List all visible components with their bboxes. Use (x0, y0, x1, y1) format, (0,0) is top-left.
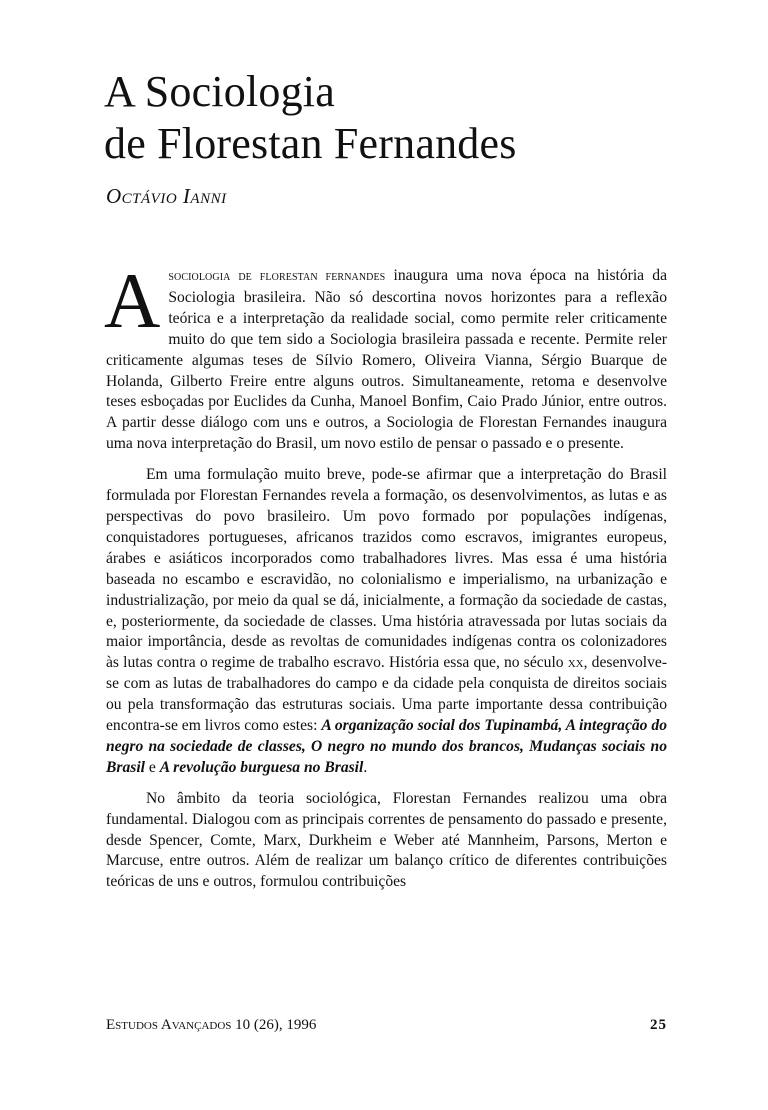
sentence-end: . (363, 758, 368, 776)
book-separator: , (520, 737, 530, 755)
book-separator: e (145, 758, 160, 776)
paragraph-3 (106, 789, 667, 894)
book-title: O negro no mundo dos brancos (311, 737, 521, 755)
paragraph-2 (106, 465, 667, 779)
journal-citation: Estudos Avançados 10 (26), 1996 (106, 1017, 317, 1033)
book-title: A integração do negro na sociedade de classes (106, 717, 667, 755)
book-title: A organização social dos Tupinambá (321, 717, 559, 735)
paragraph-2-text-b: , desenvolve-se com as lutas de trabalhadores do campo e da cidade pela conquista de direitos sociais ou pela transformação das estruturas sociais. Uma parte importante dessa contribuição encontra-se em livros como estes: (106, 654, 668, 735)
book-separator: , (301, 737, 312, 755)
lead-small-caps: sociologia de florestan fernandes (168, 269, 386, 284)
paragraph-1-text: inaugura uma nova época na história da Sociologia brasileira. Não só descortina novos horizontes para a reflexão teórica e a interpretação da realidade social, como permite reler criticamente muito do que tem sido a Sociologia brasileira passada e recente. Permite reler criticamente algumas teses de Sílvio Romero, Oliveira Vianna, Sérgio Buarque de Holanda, Gilberto Freire entre alguns outros. Simultaneamente, retoma e desenvolve teses esboçadas por Euclides da Cunha, Manoel Bonfim, Caio Prado Júnior, entre outros. A partir desse diálogo com uns e outros, a Sociologia de Florestan Fernandes inaugura uma nova interpretação do Brasil, um novo estilo de pensar o passado e o presente. (106, 267, 667, 453)
paragraph-2-text-a: Em uma formulação muito breve, pode-se afirmar que a interpretação do Brasil formulada por Florestan Fernandes revela a formação, os desenvolvimentos, as lutas e as perspectivas do povo brasileiro. Um povo formado por populações indígenas, conquistadores portugueses, africanos trazidos como escravos, imigrantes europeus, árabes e asiáticos incorporados como trabalhadores livres. Mas essa é uma história baseada no escambo e escravidão, no colonialismo e imperialismo, na urbanização e industrialização, por meio da qual se dá, inicialmente, a formação da sociedade de castas, e, posteriormente, da sociedade de classes. Uma história atravessada por lutas sociais da maior importância, desde as revoltas de comunidades indígenas contra os colonizadores às lutas contra o regime de trabalho escravo. História essa que, no século (106, 466, 667, 672)
paragraph-3-text: No âmbito da teoria sociológica, Florestan Fernandes realizou uma obra fundamental. Dialogou com as principais correntes de pensamento do passado e presente, desde Spencer, Comte, Marx, Durkheim e Weber até Mannheim, Parsons, Merton e Marcuse, entre outros. Além de realizar um balanço crítico de diferentes contribuições teóricas de uns e outros, formulou contribuições (106, 789, 667, 891)
paragraph-1 (104, 257, 667, 455)
title-line-1: A Sociologia (104, 67, 335, 116)
article-body (104, 257, 668, 903)
book-separator: , (558, 717, 566, 735)
century-numeral: xx (567, 654, 584, 672)
author-name: Octávio Ianni (106, 184, 227, 208)
article-title (104, 66, 704, 170)
drop-cap: A (104, 257, 161, 344)
page-footer (106, 1017, 667, 1034)
book-title: A revolução burguesa no Brasil (159, 758, 364, 776)
book-title: Mudanças sociais no Brasil (106, 737, 667, 776)
page-number: 25 (650, 1017, 667, 1033)
title-line-2: de Florestan Fernandes (104, 119, 517, 168)
